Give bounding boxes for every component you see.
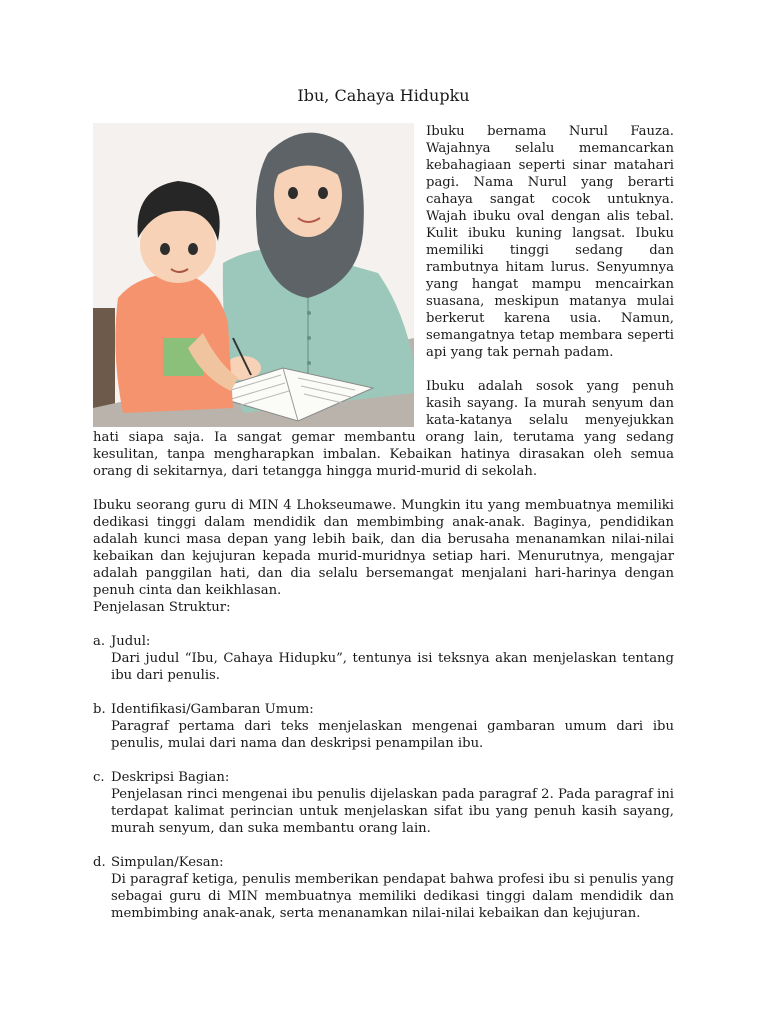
list-item-heading: Deskripsi Bagian: (111, 770, 230, 785)
list-item-text: Penjelasan rinci mengenai ibu penulis dijelaskan pada paragraf 2. Pada paragraf ini terdapat kalimat perincian untuk menjelaskan sifat ibu yang penuh kasih sayang, murah senyum, dan suka membantu orang lain. (111, 787, 674, 836)
paragraph-2: Ibuku adalah sosok yang penuh kasih sayang. Ia murah senyum dan kata-katanya selalu menyejukkan hati siapa saja. Ia sangat gemar membantu orang lain, terutama yang sedang kesulitan, tanpa mengharapkan imbalan. Kebaikan hatinya dirasakan oleh semua orang di sekitarnya, dari tetangga hingga murid-murid di sekolah. (93, 379, 674, 479)
document-page (93, 86, 674, 939)
list-item-text: Di paragraf ketiga, penulis memberikan pendapat bahwa profesi ibu si penulis yang sebagai guru di MIN membuatnya memiliki dedikasi tinggi dalam mendidik dan membimbing anak-anak, serta menanamkan nilai-nilai kebaikan dan kejujuran. (111, 872, 674, 921)
document-title: Ibu, Cahaya Hidupku (297, 86, 470, 105)
list-item-heading: Identifikasi/Gambaran Umum: (111, 702, 314, 717)
illustration-icon (93, 123, 414, 427)
structure-heading: Penjelasan Struktur: (93, 600, 231, 615)
list-item (93, 633, 674, 684)
paragraph-1: Ibuku bernama Nurul Fauza. Wajahnya selalu memancarkan kebahagiaan seperti sinar matahari pagi. Nama Nurul yang berarti cahaya sangat cocok untuknya. Wajah ibuku oval dengan alis tebal. Kulit ibuku kuning langsat. Ibuku memiliki tinggi sedang dan rambutnya hitam lurus. Senyumnya yang hangat mampu mencairkan suasana, meskipun matanya mulai berkerut karena usia. Namun, semangatnya tetap membara seperti api yang tak pernah padam. (426, 124, 674, 360)
list-marker: d. (93, 855, 106, 870)
list-marker: c. (93, 770, 105, 785)
list-item (93, 701, 674, 752)
list-item-heading: Judul: (111, 634, 151, 649)
structure-list (93, 633, 674, 922)
list-item-text: Paragraf pertama dari teks menjelaskan mengenai gambaran umum dari ibu penulis, mulai dari nama dan deskripsi penampilan ibu. (111, 719, 674, 751)
paragraph-3: Ibuku seorang guru di MIN 4 Lhokseumawe. Mungkin itu yang membuatnya memiliki dedikasi tinggi dalam mendidik dan membimbing anak-anak. Baginya, pendidikan adalah kunci masa depan yang lebih baik, dan dia berusaha menanamkan nilai-nilai kebaikan dan kejujuran kepada murid-muridnya setiap hari. Menurutnya, mengajar adalah panggilan hati, dan dia selalu bersemangat menjalani hari-harinya dengan penuh cinta dan keikhlasan. (93, 498, 674, 598)
list-item-heading: Simpulan/Kesan: (111, 855, 224, 870)
list-item-text: Dari judul “Ibu, Cahaya Hidupku”, tentunya isi teksnya akan menjelaskan tentang ibu dari penulis. (111, 651, 674, 683)
list-item (93, 854, 674, 922)
list-marker: b. (93, 702, 106, 717)
list-marker: a. (93, 634, 106, 649)
list-item (93, 769, 674, 837)
